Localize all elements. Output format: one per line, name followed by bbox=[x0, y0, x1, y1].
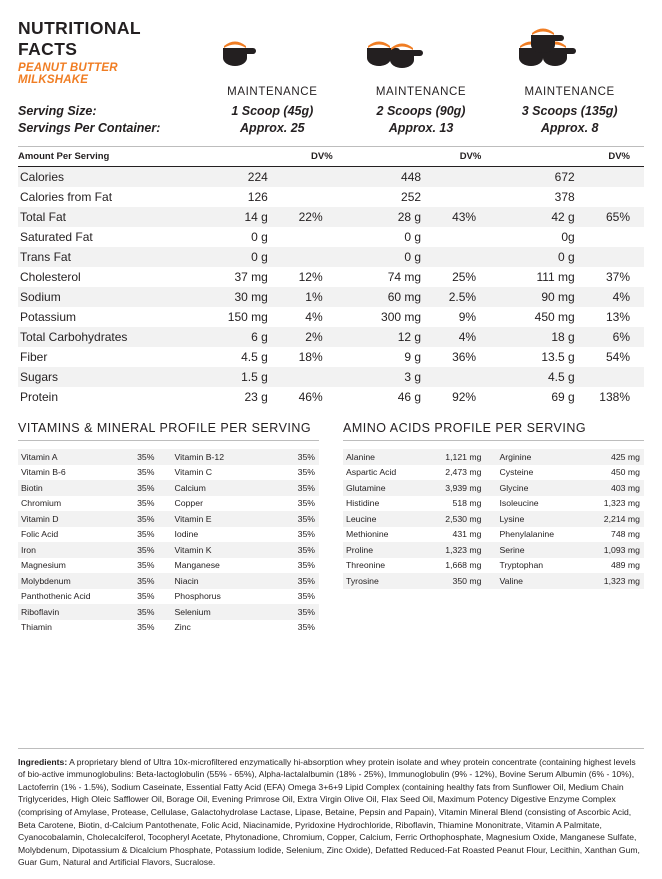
amino-value-left: 1,121 mg bbox=[432, 449, 494, 465]
vitamin-value-left: 35% bbox=[137, 529, 155, 540]
nutrient-dv-2 bbox=[431, 247, 490, 267]
table-row bbox=[18, 589, 319, 605]
nutrient-amount-3: 450 mg bbox=[534, 310, 575, 324]
aminos-table bbox=[343, 449, 644, 589]
aminos-section-title: AMINO ACIDS PROFILE PER SERVING bbox=[343, 421, 587, 435]
nutrient-table bbox=[18, 167, 644, 407]
nutrient-dv-1: 2% bbox=[278, 327, 337, 347]
amino-name-right: Isoleucine bbox=[499, 498, 539, 509]
vitamin-name-right: Zinc bbox=[174, 622, 191, 633]
ingredients-divider bbox=[18, 748, 644, 749]
nutrient-name: Total Carbohydrates bbox=[18, 327, 193, 347]
nutrient-dv-1: 18% bbox=[298, 350, 323, 364]
nutrient-dv-3 bbox=[585, 247, 644, 267]
amino-value-left: 3,939 mg bbox=[432, 480, 494, 496]
serving-size-value-2: 2 Scoops (90g) bbox=[376, 104, 466, 118]
nutrient-amount-1: 224 bbox=[193, 167, 278, 187]
page-title: NUTRITIONAL FACTS bbox=[18, 18, 141, 59]
amino-value-right: 1,093 mg bbox=[582, 542, 644, 558]
cell-gap bbox=[490, 367, 499, 387]
vitamin-value-left: 35% bbox=[137, 498, 155, 509]
cell-gap bbox=[490, 247, 499, 267]
vitamin-value-left: 35% bbox=[137, 467, 155, 478]
vitamin-value-right: 35% bbox=[297, 560, 315, 571]
product-flavor-subtitle: PEANUT BUTTER MILKSHAKE bbox=[18, 62, 118, 86]
vitamin-name-right: Calcium bbox=[168, 480, 269, 496]
nutrient-amount-2: 0 g bbox=[346, 247, 431, 267]
vitamin-value-right: 35% bbox=[297, 529, 315, 540]
table-row bbox=[18, 449, 319, 465]
serving-size-row bbox=[18, 103, 644, 120]
nutrient-dv-2: 4% bbox=[431, 327, 490, 347]
nutrient-amount-3: 13.5 g bbox=[541, 350, 575, 364]
cell-gap bbox=[337, 387, 346, 407]
nutrient-amount-1: 0 g bbox=[193, 247, 278, 267]
nutrient-amount-1: 4.5 g bbox=[241, 350, 268, 364]
amount-per-serving-row bbox=[18, 147, 644, 166]
nutrient-amount-3: 111 mg bbox=[536, 270, 575, 284]
vitamin-name-left: Iron bbox=[18, 542, 119, 558]
table-row bbox=[18, 287, 644, 307]
nutrient-amount-3: 0g bbox=[561, 230, 575, 244]
vitamin-name-left: Magnesium bbox=[21, 560, 66, 571]
vitamin-value-left: 35% bbox=[119, 511, 168, 527]
amino-name-left: Tyrosine bbox=[343, 573, 432, 589]
table-row bbox=[18, 527, 319, 543]
table-row bbox=[18, 511, 319, 527]
amino-name-right: Lysine bbox=[493, 511, 582, 527]
scoop-illustrations bbox=[160, 14, 644, 76]
nutrient-name: Saturated Fat bbox=[20, 230, 93, 244]
nutrient-amount-1: 37 mg bbox=[234, 270, 268, 284]
vitamin-value-left: 35% bbox=[119, 573, 168, 589]
nutrient-dv-2: 43% bbox=[431, 207, 490, 227]
cell-gap bbox=[337, 247, 346, 267]
vitamin-name-right: Copper bbox=[174, 498, 203, 509]
vitamin-name-right: Niacin bbox=[168, 573, 269, 589]
vitamin-name-left: Folic Acid bbox=[21, 529, 59, 540]
amino-value-right: 748 mg bbox=[611, 529, 640, 540]
vitamin-value-right: 35% bbox=[297, 591, 315, 602]
nutrient-amount-1: 1.5 g bbox=[193, 367, 278, 387]
vitamin-value-right: 35% bbox=[270, 480, 319, 496]
serving-size-value-3: 3 Scoops (135g) bbox=[521, 104, 618, 118]
vitamin-name-right: Vitamin K bbox=[168, 542, 269, 558]
vitamins-section bbox=[18, 421, 319, 635]
vitamin-name-right: Selenium bbox=[168, 604, 269, 620]
nutrient-amount-1: 14 g bbox=[193, 207, 278, 227]
nutrient-dv-3 bbox=[585, 227, 644, 247]
table-row bbox=[18, 496, 319, 512]
amino-value-left: 2,473 mg bbox=[445, 467, 482, 478]
ingredients-body: A proprietary blend of Ultra 10x-microfiltered enzymatically hi-absorption whey protein isolate and whey protein concentrate (containing highest levels of bio-active immunoglobulins: Beta-lactoglobulin (55% - 65%), Alpha-lactalalbumin (18% - 25%), Immunoglobulin (9% - 12%), Bovine Serum Albumin (6% - 10%), Lactoferrin (1% - 1.5%), Sodium Caseinate, Essential Fatty Acid (EFA) Omega 3+6+9 Lipid Complex (containing healthy fats from Sunflower Oil, Medium Chain Triglycerides, High Oleic Safflower Oil, Borage Oil, Evening Primrose Oil, Extra Virgin Olive Oil, Flax Seed Oil, Maximum Potency Digestive Enzyme Complex (comprising of Amylase, Protease, Cellulase, Galactohydrolase Lactase, Lipase, Betaine, Pepsin and Papain), Vitamin Mineral Blend (consisting of Ascorbic Acid, Beta Carotene, Biotin, d-Calcium Pantothenate, Folic Acid, Niacinamide, Pyridoxine Hydrochloride, Riboflavin, Thiamine Mononitrate, Vitamin A Palmitate, Cyanocobalamin, Cholecalciferol, Tocopheryl Acetate, Phytonadione, Chromium, Copper, Calcium, Ferric Orthophosphate, Magnesium Oxide, Manganese Sulfate, Molybdenum, Dipotassium & Dicalcium Phosphate, Potassium Iodide, Selenium, Zinc Oxide), Defatted Reduced-Fat Roasted Peanut Flour, Lecithin, Xanthan Gum, Guar Gum, Natural and Artificial Flavors, Sucralose. bbox=[18, 756, 640, 868]
table-row bbox=[18, 558, 319, 574]
amino-value-right: 2,214 mg bbox=[582, 511, 644, 527]
vitamin-value-right: 35% bbox=[270, 604, 319, 620]
nutrient-amount-3: 69 g bbox=[551, 390, 575, 404]
amino-value-right: 450 mg bbox=[611, 467, 640, 478]
amino-name-left: Leucine bbox=[343, 511, 432, 527]
vitamin-name-left: Panthothenic Acid bbox=[21, 591, 91, 602]
nutrient-name: Calories bbox=[18, 167, 193, 187]
nutrient-amount-2: 74 mg bbox=[387, 270, 422, 284]
vitamin-name-left: Thiamin bbox=[21, 622, 52, 633]
nutrient-dv-3: 37% bbox=[605, 270, 630, 284]
table-row bbox=[343, 511, 644, 527]
vitamin-name-left: Vitamin B-6 bbox=[21, 467, 66, 478]
nutrient-dv-1 bbox=[278, 167, 337, 187]
cell-gap bbox=[337, 267, 346, 287]
vitamin-value-right: 35% bbox=[270, 542, 319, 558]
nutrient-dv-1 bbox=[278, 367, 337, 387]
vitamins-divider bbox=[18, 440, 319, 441]
table-row bbox=[343, 527, 644, 543]
dv-header-2: DV% bbox=[459, 151, 482, 162]
cell-gap bbox=[490, 327, 499, 347]
table-row bbox=[18, 327, 644, 347]
cell-gap bbox=[490, 307, 499, 327]
table-row bbox=[18, 267, 644, 287]
vitamin-name-left: Chromium bbox=[21, 498, 62, 509]
cell-gap bbox=[490, 207, 499, 227]
amount-per-serving-label: Amount Per Serving bbox=[18, 151, 110, 162]
table-row bbox=[343, 496, 644, 512]
nutrient-dv-3: 13% bbox=[605, 310, 630, 324]
nutrient-dv-1: 22% bbox=[278, 207, 337, 227]
nutrient-name: Total Fat bbox=[18, 207, 193, 227]
vitamin-name-right: Manganese bbox=[174, 560, 220, 571]
column-headings bbox=[18, 86, 644, 98]
vitamin-value-right: 35% bbox=[297, 498, 315, 509]
amino-name-left: Glutamine bbox=[343, 480, 432, 496]
cell-gap bbox=[337, 287, 346, 307]
table-row bbox=[18, 367, 644, 387]
table-row bbox=[343, 465, 644, 481]
nutrient-amount-1: 150 mg bbox=[227, 310, 268, 324]
nutrient-dv-2: 36% bbox=[452, 350, 477, 364]
nutrient-amount-1: 6 g bbox=[193, 327, 278, 347]
table-row bbox=[343, 449, 644, 465]
nutrient-dv-1: 12% bbox=[298, 270, 323, 284]
amino-value-right: 403 mg bbox=[582, 480, 644, 496]
ingredients-heading: Ingredients: bbox=[18, 756, 68, 767]
servings-per-container-value-2: Approx. 13 bbox=[388, 121, 454, 135]
nutrient-dv-2: 92% bbox=[452, 390, 477, 404]
nutrient-dv-3 bbox=[585, 167, 644, 187]
table-row bbox=[343, 558, 644, 574]
nutrient-amount-3: 90 mg bbox=[500, 287, 585, 307]
nutrient-name: Fiber bbox=[20, 350, 48, 364]
table-row bbox=[18, 347, 644, 367]
vitamin-name-left: Molybdenum bbox=[18, 573, 119, 589]
amino-value-left: 518 mg bbox=[452, 498, 482, 509]
heading-spacer bbox=[18, 86, 198, 98]
nutrient-amount-3: 0 g bbox=[500, 247, 585, 267]
scoop-illustration-3 bbox=[472, 14, 640, 76]
amino-value-left: 2,530 mg bbox=[432, 511, 494, 527]
cell-gap bbox=[337, 207, 346, 227]
scoop-icon bbox=[508, 26, 604, 76]
vitamin-name-left: Vitamin A bbox=[18, 449, 119, 465]
amino-value-left: 1,668 mg bbox=[445, 560, 482, 571]
vitamin-name-left: Biotin bbox=[18, 480, 119, 496]
vitamin-name-left: Riboflavin bbox=[18, 604, 119, 620]
cell-gap bbox=[490, 167, 499, 187]
nutrient-dv-1 bbox=[278, 227, 337, 247]
nutrient-dv-3: 138% bbox=[599, 390, 630, 404]
nutrient-dv-3 bbox=[585, 187, 644, 207]
servings-per-container-value-1: Approx. 25 bbox=[240, 121, 305, 135]
nutrient-dv-3: 6% bbox=[585, 327, 644, 347]
scoop-illustration-2 bbox=[310, 14, 472, 76]
nutrient-dv-2: 2.5% bbox=[431, 287, 490, 307]
table-row bbox=[343, 573, 644, 589]
dv-header-1: DV% bbox=[311, 151, 333, 162]
table-row bbox=[18, 542, 319, 558]
amino-name-right: Serine bbox=[493, 542, 582, 558]
amino-value-right: 489 mg bbox=[611, 560, 640, 571]
scoop-icon bbox=[356, 30, 426, 76]
table-row bbox=[18, 620, 319, 636]
aminos-divider bbox=[343, 440, 644, 441]
cell-gap bbox=[490, 287, 499, 307]
vitamin-value-right: 35% bbox=[297, 467, 315, 478]
nutrient-dv-2: 9% bbox=[458, 310, 477, 324]
amino-name-left: Histidine bbox=[346, 498, 380, 509]
vitamins-table bbox=[18, 449, 319, 635]
nutrient-amount-2: 448 bbox=[346, 167, 431, 187]
cell-gap bbox=[490, 187, 499, 207]
table-row bbox=[18, 480, 319, 496]
cell-gap bbox=[337, 227, 346, 247]
ingredients-section bbox=[18, 748, 644, 869]
vitamins-section-title: VITAMINS & MINERAL PROFILE PER SERVING bbox=[18, 421, 312, 435]
nutrient-amount-2: 300 mg bbox=[381, 310, 422, 324]
vitamin-value-left: 35% bbox=[119, 604, 168, 620]
table-row bbox=[18, 247, 644, 267]
vitamin-name-right: Vitamin E bbox=[168, 511, 269, 527]
vitamin-name-left: Vitamin D bbox=[18, 511, 119, 527]
servings-per-container-row bbox=[18, 120, 644, 137]
nutrient-dv-2 bbox=[431, 187, 490, 207]
nutrient-name: Calories from Fat bbox=[20, 190, 113, 204]
nutrient-amount-2: 12 g bbox=[346, 327, 431, 347]
cell-gap bbox=[490, 227, 499, 247]
table-row bbox=[18, 387, 644, 407]
vitamin-name-right: Iodine bbox=[174, 529, 199, 540]
servings-per-container-label: Servings Per Container: bbox=[18, 121, 161, 135]
amino-name-left: Proline bbox=[343, 542, 432, 558]
amino-name-right: Glycine bbox=[493, 480, 582, 496]
vitamin-value-left: 35% bbox=[137, 560, 155, 571]
nutrient-amount-3: 4.5 g bbox=[500, 367, 585, 387]
amino-name-left: Methionine bbox=[346, 529, 389, 540]
nutrient-name: Protein bbox=[20, 390, 59, 404]
ingredients-text bbox=[18, 756, 644, 869]
amino-name-right: Tryptophan bbox=[499, 560, 544, 571]
nutrient-dv-2 bbox=[431, 367, 490, 387]
table-row bbox=[18, 187, 644, 207]
column-heading-2: MAINTENANCE bbox=[375, 86, 467, 98]
nutrient-name: Trans Fat bbox=[18, 247, 193, 267]
nutrient-dv-3: 54% bbox=[605, 350, 630, 364]
amino-name-right: Phenylalanine bbox=[499, 529, 555, 540]
nutrient-dv-1: 1% bbox=[278, 287, 337, 307]
nutrient-dv-2 bbox=[431, 227, 490, 247]
amino-value-right: 425 mg bbox=[582, 449, 644, 465]
vitamin-value-right: 35% bbox=[270, 573, 319, 589]
amino-name-right: Valine bbox=[493, 573, 582, 589]
nutrient-amount-2: 0 g bbox=[404, 230, 422, 244]
scoop-icon bbox=[212, 30, 258, 76]
nutrient-dv-1: 46% bbox=[298, 390, 323, 404]
vitamin-value-left: 35% bbox=[119, 480, 168, 496]
table-row bbox=[18, 227, 644, 247]
nutrient-amount-3: 42 g bbox=[500, 207, 585, 227]
serving-size-value-1: 1 Scoop (45g) bbox=[231, 104, 314, 118]
cell-gap bbox=[337, 187, 346, 207]
aminos-section bbox=[343, 421, 644, 635]
profile-sections bbox=[18, 421, 644, 635]
amino-name-left: Alanine bbox=[343, 449, 432, 465]
vitamin-name-right: Vitamin C bbox=[174, 467, 212, 478]
vitamin-name-right: Vitamin B-12 bbox=[168, 449, 269, 465]
nutrient-amount-2: 60 mg bbox=[346, 287, 431, 307]
nutrient-dv-1 bbox=[278, 247, 337, 267]
table-row bbox=[18, 207, 644, 227]
vitamin-name-right: Phosphorus bbox=[174, 591, 221, 602]
amino-value-right: 1,323 mg bbox=[603, 498, 640, 509]
scoop-illustration-1 bbox=[160, 14, 310, 76]
nutrient-amount-3: 18 g bbox=[500, 327, 585, 347]
cell-gap bbox=[337, 367, 346, 387]
nutrient-amount-2: 28 g bbox=[346, 207, 431, 227]
nutrient-dv-2 bbox=[431, 167, 490, 187]
title-block bbox=[18, 14, 160, 86]
amino-name-left: Aspartic Acid bbox=[346, 467, 397, 478]
vitamin-value-left: 35% bbox=[137, 622, 155, 633]
amino-value-left: 431 mg bbox=[452, 529, 482, 540]
cell-gap bbox=[490, 347, 499, 367]
cell-gap bbox=[490, 387, 499, 407]
table-row bbox=[18, 167, 644, 187]
amino-value-left: 1,323 mg bbox=[432, 542, 494, 558]
amino-name-right: Cysteine bbox=[499, 467, 534, 478]
table-row bbox=[343, 542, 644, 558]
column-heading-3: MAINTENANCE bbox=[524, 86, 615, 98]
nutrient-amount-3: 378 bbox=[554, 190, 575, 204]
vitamin-value-left: 35% bbox=[119, 449, 168, 465]
table-row bbox=[18, 465, 319, 481]
nutrient-name: Sodium bbox=[18, 287, 193, 307]
cell-gap bbox=[337, 347, 346, 367]
vitamin-value-right: 35% bbox=[270, 449, 319, 465]
serving-size-label: Serving Size: bbox=[18, 104, 97, 118]
vitamin-value-right: 35% bbox=[270, 511, 319, 527]
nutrient-dv-3 bbox=[585, 367, 644, 387]
nutrient-amount-2: 9 g bbox=[404, 350, 422, 364]
nutrient-amount-1: 23 g bbox=[244, 390, 268, 404]
nutrient-dv-1 bbox=[278, 187, 337, 207]
servings-per-container-value-3: Approx. 8 bbox=[540, 121, 599, 135]
table-row bbox=[343, 480, 644, 496]
cell-gap bbox=[337, 327, 346, 347]
amino-value-left: 350 mg bbox=[432, 573, 494, 589]
vitamin-value-left: 35% bbox=[119, 542, 168, 558]
nutrient-amount-3: 672 bbox=[500, 167, 585, 187]
amino-name-right: Arginine bbox=[493, 449, 582, 465]
nutrient-name: Sugars bbox=[18, 367, 193, 387]
vitamin-value-right: 35% bbox=[297, 622, 315, 633]
nutrient-dv-2: 25% bbox=[452, 270, 477, 284]
table-row bbox=[18, 573, 319, 589]
table-row bbox=[18, 307, 644, 327]
nutrient-dv-1: 4% bbox=[305, 310, 323, 324]
cell-gap bbox=[337, 167, 346, 187]
amino-value-right: 1,323 mg bbox=[582, 573, 644, 589]
dv-header-3: DV% bbox=[608, 151, 631, 162]
nutrient-amount-1: 0 g bbox=[251, 230, 268, 244]
nutrient-amount-2: 3 g bbox=[346, 367, 431, 387]
amino-name-left: Threonine bbox=[346, 560, 386, 571]
column-heading-1: MAINTENANCE bbox=[227, 86, 318, 98]
cell-gap bbox=[337, 307, 346, 327]
nutrient-amount-1: 30 mg bbox=[193, 287, 278, 307]
nutrient-amount-2: 46 g bbox=[397, 390, 422, 404]
label-header bbox=[18, 14, 644, 84]
table-row bbox=[18, 604, 319, 620]
nutrient-dv-3: 4% bbox=[585, 287, 644, 307]
nutrient-name: Potassium bbox=[20, 310, 77, 324]
nutrient-amount-1: 126 bbox=[247, 190, 268, 204]
nutrient-name: Cholesterol bbox=[20, 270, 81, 284]
serving-info bbox=[18, 103, 644, 137]
cell-gap bbox=[490, 267, 499, 287]
vitamin-value-left: 35% bbox=[137, 591, 155, 602]
nutrient-dv-3: 65% bbox=[585, 207, 644, 227]
nutrient-amount-2: 252 bbox=[401, 190, 422, 204]
